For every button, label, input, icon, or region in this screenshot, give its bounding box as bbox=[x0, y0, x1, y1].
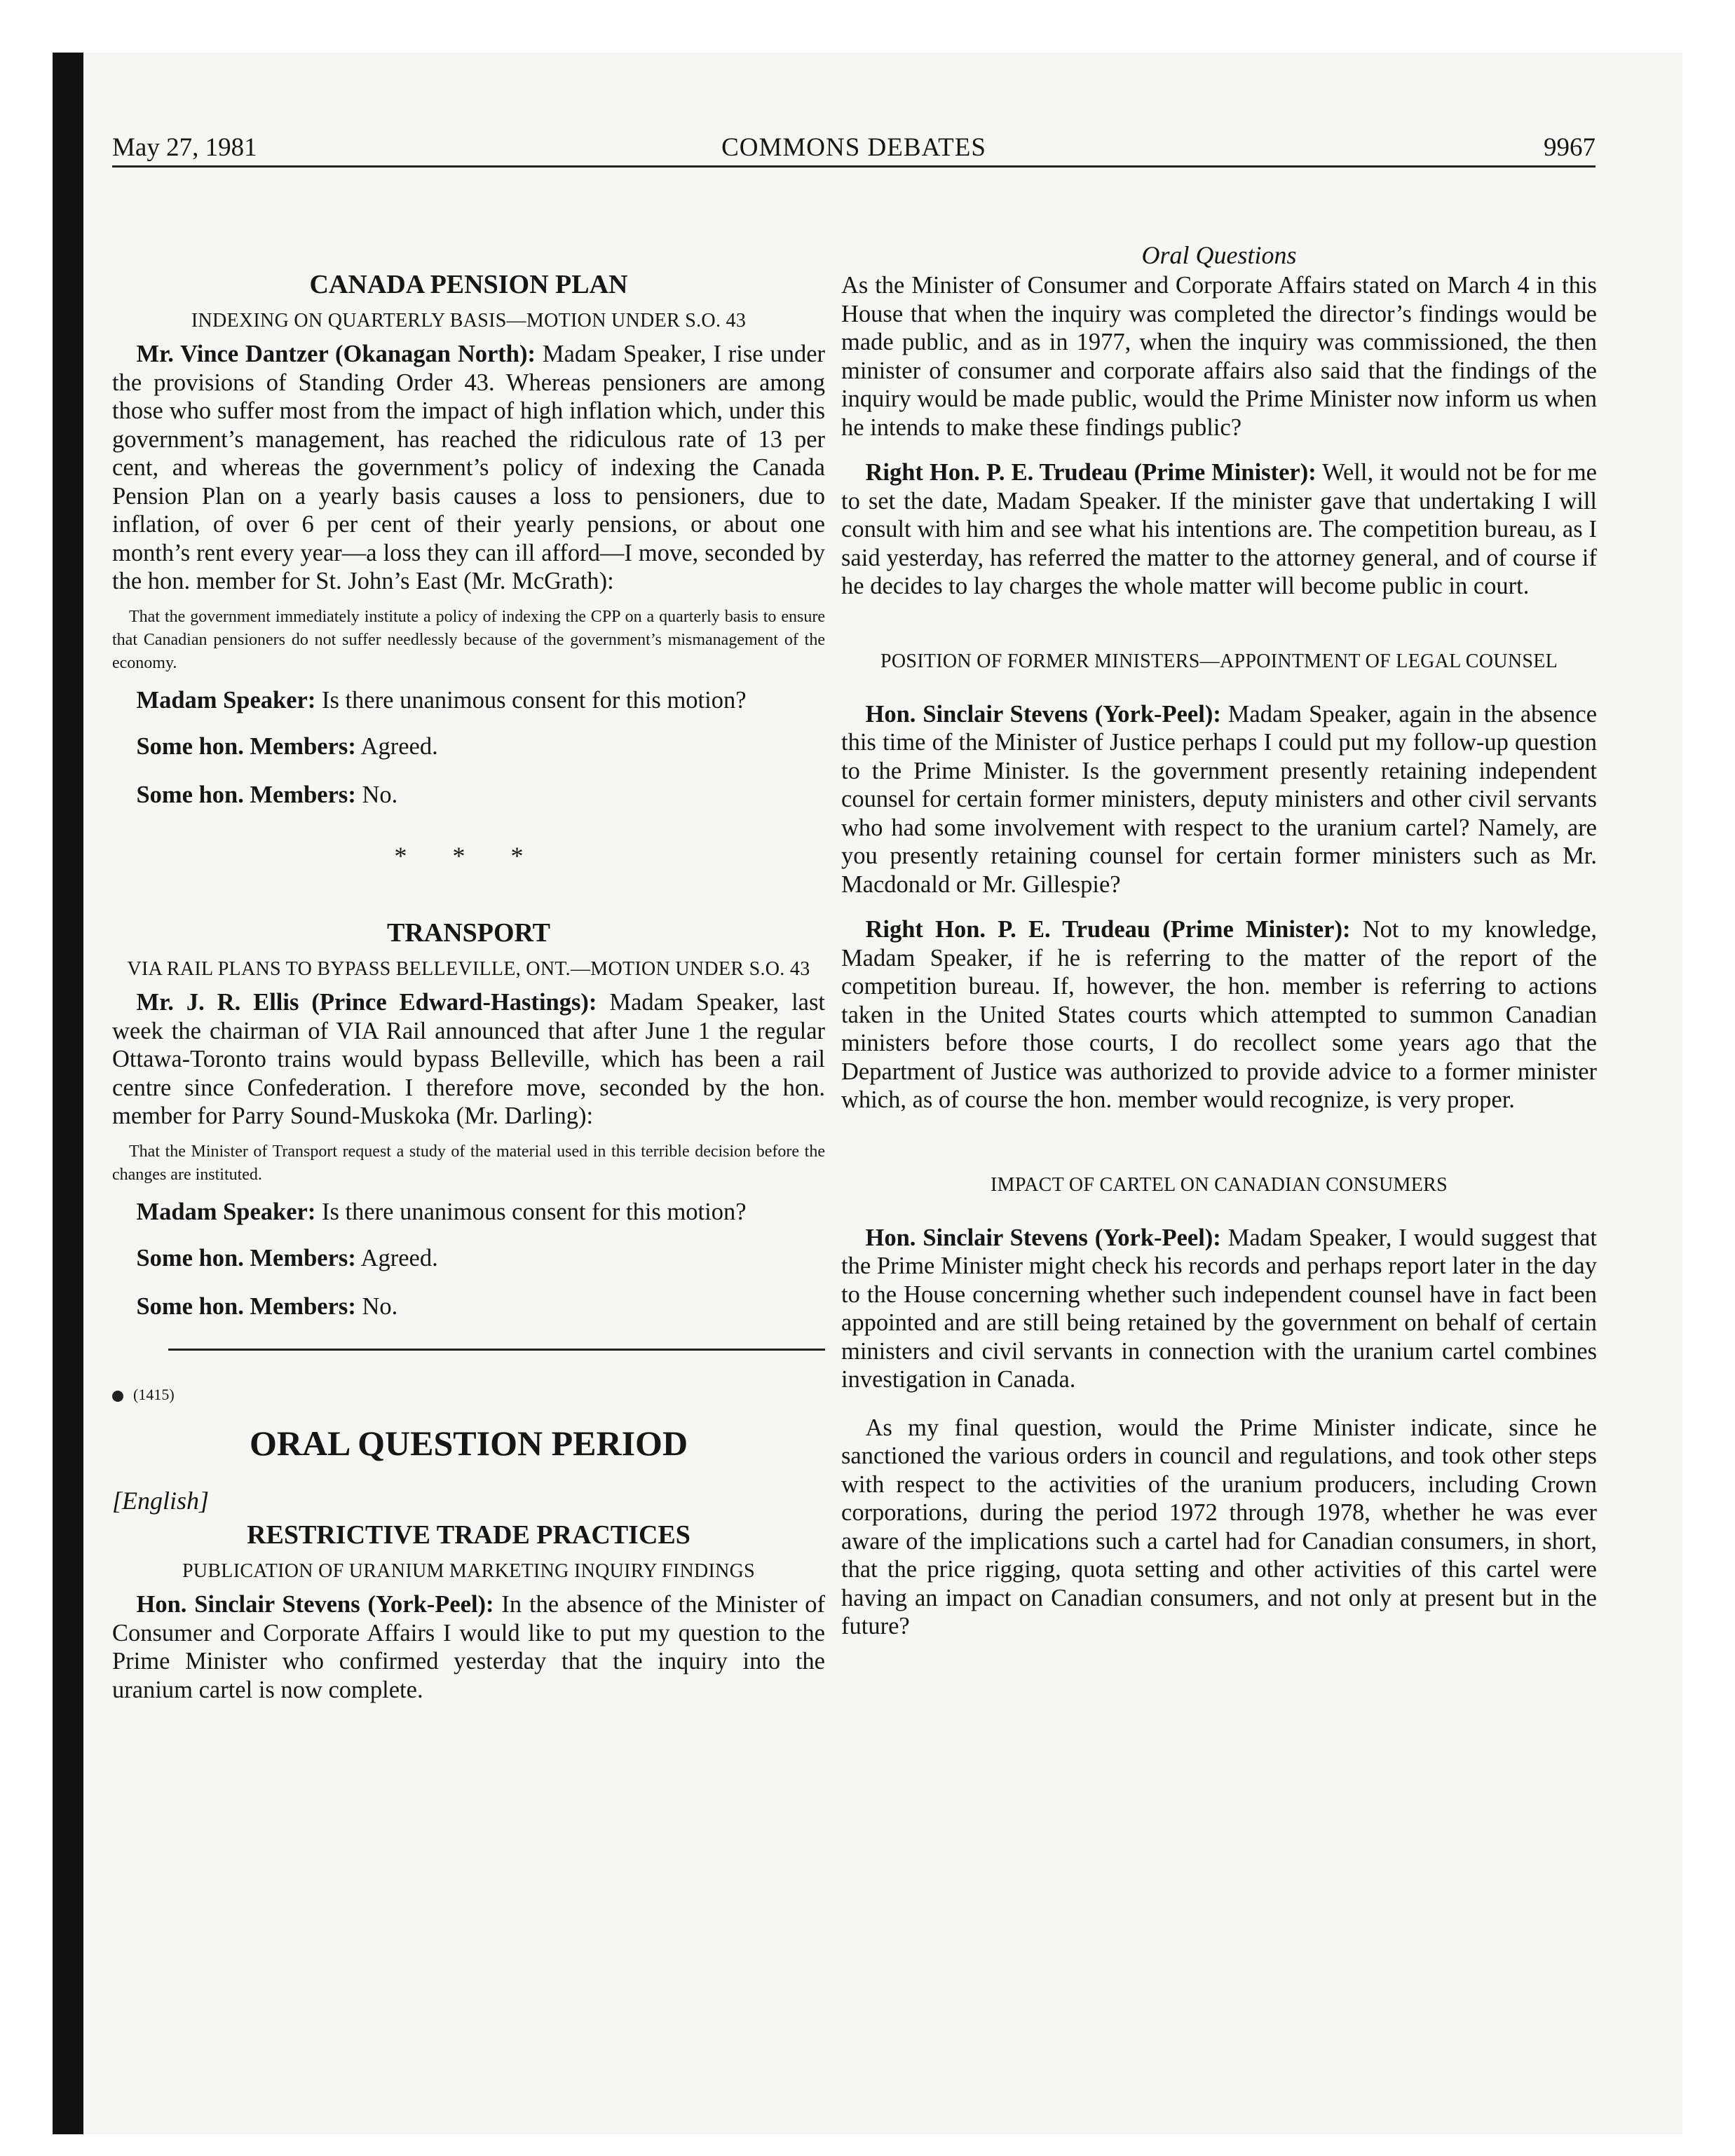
stevens-speech-3-text: Madam Speaker, I would suggest that the Prime Minister might check his records and perhaps report later in the day to the House concerning whether such independent counsel have in fact been appointed and are still being retained by the government on behalf of certain ministers and civil servants in connection with the uranium cartel combines investigation in Canada. bbox=[841, 1224, 1598, 1393]
header-title: COMMONS DEBATES bbox=[721, 133, 986, 162]
speaker-madam-1: Madam Speaker: bbox=[136, 686, 316, 714]
no-text-2: No. bbox=[362, 1292, 398, 1320]
time-mark-text: (1415) bbox=[133, 1386, 175, 1403]
stevens-speech-1 bbox=[112, 1590, 825, 1704]
subhead-former-ministers: POSITION OF FORMER MINISTERS—APPOINTMENT OF LEGAL COUNSEL bbox=[880, 650, 1558, 672]
subhead-indexing: INDEXING ON QUARTERLY BASIS—MOTION UNDER S.O. 43 bbox=[191, 310, 747, 332]
speaker-dantzer: Mr. Vince Dantzer (Okanagan North): bbox=[136, 341, 536, 367]
running-head: Oral Questions bbox=[1141, 241, 1297, 269]
stevens-speech-1-text: In the absence of the Minister of Consumer and Corporate Affairs I would like to put my question to the Prime Minister who confirmed yesterday that the inquiry into the uranium cartel is now complete. bbox=[112, 1591, 826, 1703]
speaker-stevens-3: Hon. Sinclair Stevens (York-Peel): bbox=[865, 1224, 1221, 1251]
members-no-2 bbox=[112, 1292, 825, 1321]
members-agreed-1 bbox=[112, 732, 825, 761]
subhead-uranium-inquiry: PUBLICATION OF URANIUM MARKETING INQUIRY FINDINGS bbox=[182, 1560, 756, 1582]
trudeau-answer-2 bbox=[841, 915, 1597, 1114]
no-text-1: No. bbox=[362, 781, 398, 808]
section-title-restrictive-trade: RESTRICTIVE TRADE PRACTICES bbox=[247, 1520, 690, 1550]
subhead-cartel-impact: IMPACT OF CARTEL ON CANADIAN CONSUMERS bbox=[991, 1173, 1448, 1196]
time-mark bbox=[112, 1384, 825, 1405]
motion-transport: That the Minister of Transport request a study of the material used in this terrible decision before the changes are instituted. bbox=[112, 1142, 825, 1184]
oral-question-period-title: ORAL QUESTION PERIOD bbox=[249, 1424, 688, 1463]
members-no-1 bbox=[112, 781, 825, 810]
consent-question-2: Is there unanimous consent for this motion? bbox=[321, 1198, 747, 1225]
header-date: May 27, 1981 bbox=[112, 133, 257, 162]
trudeau-answer-2-text: Not to my knowledge, Madam Speaker, if he is referring to the matter of the report of the competition bureau. If, however, the hon. member is referring to actions taken in the United States courts which attempted to summon Canadian ministers before those courts, I do recollect some years ago that the Department of Justice was authorized to provide advice to a former minister which, as of course the hon. member would recognize, is very proper. bbox=[841, 916, 1598, 1113]
members-label-2b: Some hon. Members: bbox=[136, 1292, 356, 1320]
dantzer-speech bbox=[112, 340, 825, 596]
subhead-via-rail: VIA RAIL PLANS TO BYPASS BELLEVILLE, ONT.—MOTION UNDER S.O. 43 bbox=[127, 958, 810, 980]
section-title-transport: TRANSPORT bbox=[386, 918, 551, 948]
stevens-speech-3 bbox=[841, 1224, 1597, 1394]
stevens-question-continued: As the Minister of Consumer and Corporate Affairs stated on March 4 in this House that when the inquiry was completed the director’s findings would be made public, and as in 1977, when the inquiry was commissioned, the then minister of consumer and corporate affairs also said that the findings of the inquiry would be made public, would the Prime Minister now inform us when he intends to make these findings public? bbox=[841, 272, 1597, 441]
trudeau-answer-1 bbox=[841, 458, 1597, 601]
speaker-stevens-1: Hon. Sinclair Stevens (York-Peel): bbox=[136, 1591, 494, 1618]
agreed-text-1: Agreed. bbox=[360, 733, 438, 760]
dantzer-speech-text: Madam Speaker, I rise under the provisions of Standing Order 43. Whereas pensioners are among those who suffer most from the impact of high inflation which, under this government’s management, has reached the ridiculous rate of 13 per cent, and whereas the government’s policy of indexing the Canada Pension Plan on a yearly basis causes a loss to pensioners, due to inflation, of over 6 per cent of their yearly pensions, or about one month’s rent every year—a loss they can ill afford—I move, seconded by the hon. member for St. John’s East (Mr. McGrath): bbox=[112, 341, 825, 594]
section-title-canada-pension: CANADA PENSION PLAN bbox=[309, 270, 628, 299]
members-label-2a: Some hon. Members: bbox=[136, 1245, 356, 1271]
speaker-trudeau-2: Right Hon. P. E. Trudeau (Prime Minister): bbox=[865, 916, 1351, 943]
binding-edge bbox=[53, 53, 83, 2134]
speaker-trudeau-1: Right Hon. P. E. Trudeau (Prime Minister): bbox=[865, 459, 1316, 486]
speaker-consent-1 bbox=[112, 686, 825, 715]
ellis-speech bbox=[112, 988, 825, 1131]
motion-cpp: That the government immediately institute a policy of indexing the CPP on a quarterly basis to ensure that Canadian pensioners do not suffer needlessly because of the government’s mismanagement of the economy. bbox=[112, 607, 825, 672]
speaker-stevens-2: Hon. Sinclair Stevens (York-Peel): bbox=[865, 700, 1221, 728]
trudeau-answer-1-text: Well, it would not be for me to set the date, Madam Speaker. If the minister gave that undertaking I will consult with him and see what his intentions are. The competition bureau, as I said yesterday, has referred the matter to the attorney general, and of course if he decides to lay charges the whole matter will become public in court. bbox=[841, 459, 1597, 599]
right-column bbox=[841, 186, 1597, 1641]
consent-question-1: Is there unanimous consent for this motion? bbox=[321, 686, 747, 714]
stevens-final-question: As my final question, would the Prime Minister indicate, since he sanctioned the various orders in council and regulations, and took other steps with respect to the activities of the uranium producers, including Crown corporations, during the period 1972 through 1978, whether he was ever aware of the implications such a cartel had for Canadian consumers, in short, that the price rigging, quota setting and other activities of this cartel were having an impact on Canadian consumers, and not only at present but in the future? bbox=[841, 1414, 1597, 1639]
ellis-speech-text: Madam Speaker, last week the chairman of VIA Rail announced that after June 1 the regular Ottawa-Toronto trains would bypass Belleville, which has been a rail centre since Confederation. I therefore move, seconded by the hon. member for Parry Sound-Muskoka (Mr. Darling): bbox=[112, 989, 826, 1129]
members-label-1a: Some hon. Members: bbox=[136, 733, 356, 760]
speaker-madam-2: Madam Speaker: bbox=[136, 1198, 316, 1225]
section-divider-stars: * * * bbox=[394, 842, 543, 870]
bullet-icon bbox=[112, 1391, 123, 1402]
members-agreed-2 bbox=[112, 1244, 825, 1273]
speaker-ellis: Mr. J. R. Ellis (Prince Edward-Hastings): bbox=[136, 989, 597, 1016]
language-tag: [English] bbox=[112, 1487, 210, 1515]
speaker-consent-2 bbox=[112, 1198, 825, 1227]
left-column bbox=[112, 186, 825, 1704]
header-page-number: 9967 bbox=[1544, 133, 1595, 162]
stevens-speech-2 bbox=[841, 700, 1597, 899]
agreed-text-2: Agreed. bbox=[360, 1245, 438, 1271]
page-header bbox=[112, 132, 1595, 168]
stevens-speech-2-text: Madam Speaker, again in the absence this time of the Minister of Justice perhaps I could put my follow-up question to the Prime Minister. Is the government presently retaining independent counsel for certain former ministers, deputy ministers and other civil servants who had some involvement with respect to the uranium cartel? Namely, are you presently retaining counsel for certain former ministers such as Mr. Macdonald or Mr. Gillespie? bbox=[841, 700, 1598, 898]
members-label-1b: Some hon. Members: bbox=[136, 781, 356, 808]
